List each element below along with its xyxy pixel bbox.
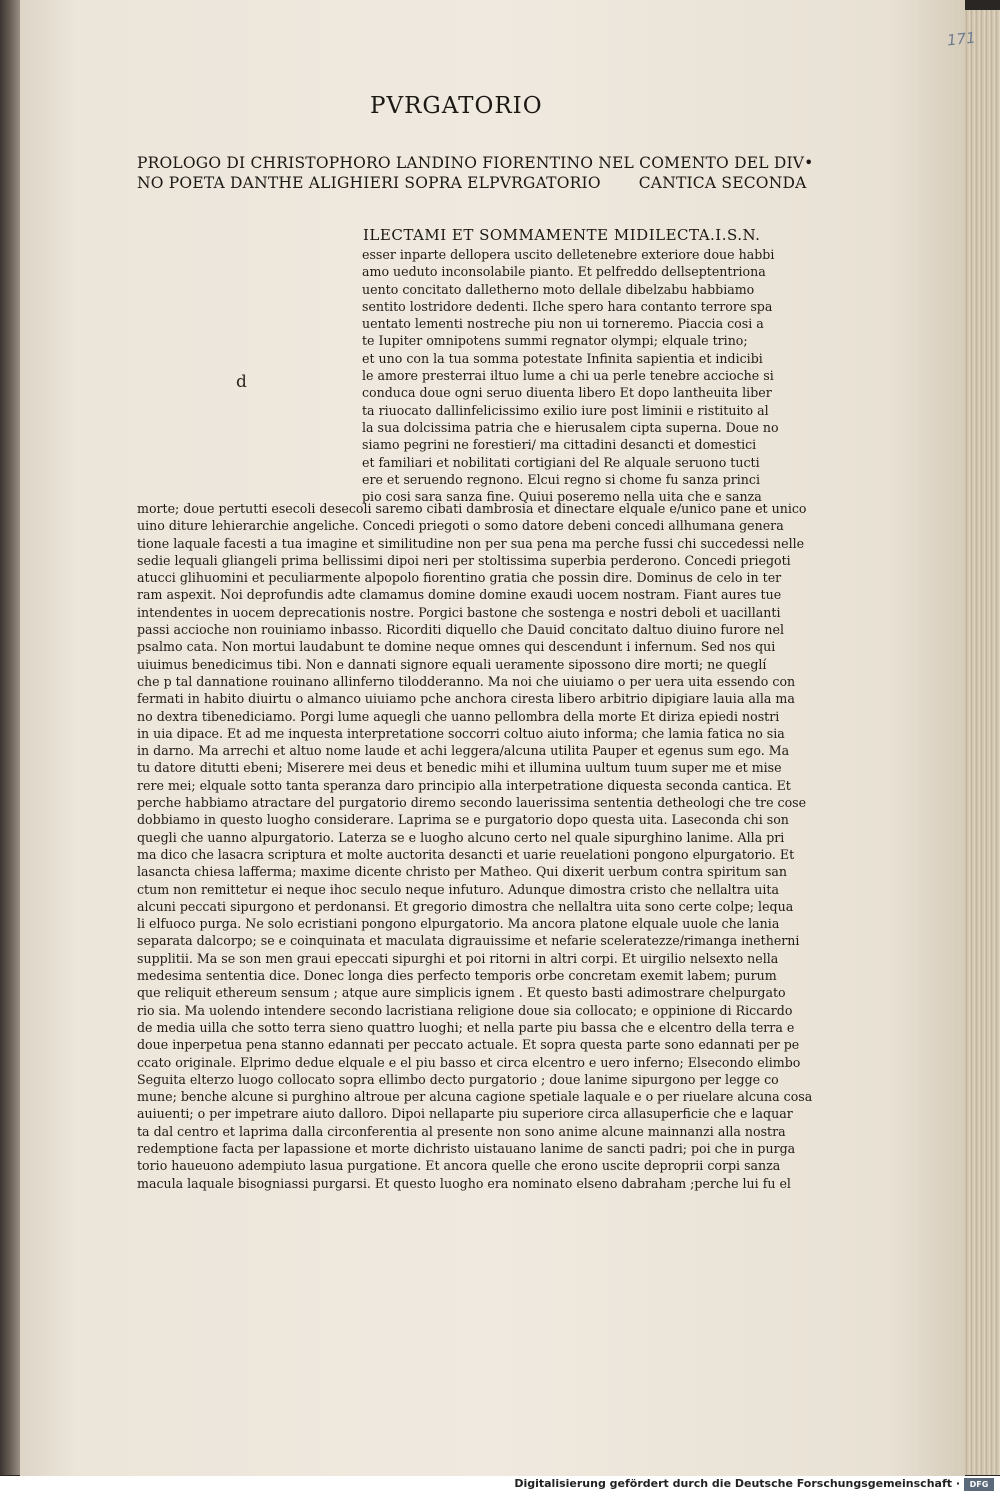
text-line: uento concitato dalletherno moto dellale dibelzabu habbiamo <box>362 281 755 297</box>
text-line: redemptione facta per lapassione et morte dichristo uistauano lanime de sancti padri; poi che in purga <box>137 1140 796 1156</box>
text-line: supplitii. Ma se son men graui epeccati sipurghi et poi ritorni in altri corpi. Et uirgilio nelsexto nella <box>137 950 779 966</box>
text-line: sentito lostridore dedenti. Ilche spero hara contanto terrore spa <box>362 298 773 314</box>
text-line: medesima sententia dice. Donec longa dies perfecto temporis orbe concretam exemit labem; purum <box>137 968 777 984</box>
title-line-2-main: NO POETA DANTHE ALIGHIERI SOPRA ELPVRGATORIO <box>137 174 601 192</box>
text-line: la sua dolcissima patria che e hierusalem cipta superna. Doue no <box>362 419 779 435</box>
text-line: esser inparte dellopera uscito delletenebre exteriore doue habbi <box>362 247 775 262</box>
text-line: atucci glihuomini et peculiarmente alpopolo fiorentino gratia che possin dire. Dominus de celo in ter <box>137 570 782 586</box>
prologue-title <box>137 153 814 193</box>
text-line: morte; doue pertutti esecoli desecoli saremo cibati dambrosia et dinectare elquale e/unico pane et unico <box>137 501 807 516</box>
text-line: macula laquale bisogniassi purgarsi. Et questo luogho era nominato elseno dabraham ;perche lui fu el <box>137 1175 791 1191</box>
text-line: uino diture lehierarchie angeliche. Concedi priegoti o somo datore debeni concedi allhumana genera <box>137 518 784 534</box>
digitization-credit: Digitalisierung gefördert durch die Deutsche Forschungsgemeinschaft · <box>514 1477 960 1490</box>
text-line: de media uilla che sotto terra sieno quattro luoghi; et nella parte piu bassa che e elcentro della terra e <box>137 1019 795 1035</box>
text-line: auiuenti; o per impetrare aiuto dalloro. Dipoi nellaparte piu superiore circa allasuperficie che e laquar <box>137 1106 793 1122</box>
text-line: fermati in habito diuirtu o almanco uiuiamo pche anchora ciresta libero arbitrio dipigiare lauia alla ma <box>137 691 795 707</box>
text-line: te Iupiter omnipotens summi regnator olympi; elquale trino; <box>362 333 748 349</box>
text-line: in uia dipace. Et ad me inquesta interpretatione soccorri coltuo aiuto informa; che lamia fatica no sia <box>137 725 785 741</box>
text-line: tu datore ditutti ebeni; Miserere mei deus et benedic mihi et illumina uultum tuum super me et mise <box>137 760 782 776</box>
text-line: pio cosi sara sanza fine. Quiui poseremo nella uita che e sanza <box>362 489 762 505</box>
folio-number: 171 <box>946 28 977 50</box>
text-line: perche habbiamo atractare del purgatorio diremo secondo lauerissima sententia detheologi che tre cose <box>137 795 807 811</box>
text-column-narrow <box>362 246 779 505</box>
title-line-2 <box>137 173 807 193</box>
text-line: doue inperpetua pena stanno edannati per peccato actuale. Et sopra questa parte sono edannati per pe <box>137 1037 800 1053</box>
text-line: que reliquit ethereum sensum ; atque aure simplicis ignem . Et questo basti adimostrare chelpurgato <box>137 985 786 1001</box>
text-line: psalmo cata. Non mortui laudabunt te domine neque omnes qui descendunt i infernum. Sed nos qui <box>137 639 776 655</box>
text-line: uiuimus benedicimus tibi. Non e dannati signore equali ueramente sipossono dire morti; ne queglí <box>137 656 767 672</box>
text-line: torio haueuono adempiuto lasua purgatione. Et ancora quelle che erono uscite deproprii corpi sanza <box>137 1158 781 1174</box>
text-line: amo ueduto inconsolabile pianto. Et pelfreddo dellseptentriona <box>362 264 766 280</box>
incipit-line: ILECTAMI ET SOMMAMENTE MIDILECTA.I.S.N. <box>363 226 761 244</box>
text-line: mune; benche alcune si purghino altroue per alcuna cagione spetiale laquale e o per riuelare alcuna cosa <box>137 1089 813 1105</box>
text-line: quegli che uanno alpurgatorio. Laterza se e luogho alcuno certo nel quale sipurghino lanime. Alla pri <box>137 829 785 845</box>
text-line: dobbiamo in questo luogho considerare. Laprima se e purgatorio dopo questa uita. Laseconda chi son <box>137 812 789 828</box>
text-line: li elfuoco purga. Ne solo ecristiani pongono elpurgatorio. Ma ancora platone elquale uuole che lania <box>137 916 780 932</box>
text-line: ram aspexit. Noi deprofundis adte clamamus domine domine exaudi uocem nostram. Fiant aures tue <box>137 587 782 603</box>
text-line: tione laquale facesti a tua imagine et similitudine non per sua pena ma perche fussi chi succedessi nelle <box>137 535 805 551</box>
text-line: et familiari et nobilitati cortigiani del Re alquale seruono tucti <box>362 454 760 470</box>
text-line: Seguita elterzo luogo collocato sopra ellimbo decto purgatorio ; doue lanime sipurgono per legge co <box>137 1071 779 1087</box>
title-cantica: CANTICA SECONDA <box>638 174 807 192</box>
text-line: ccato originale. Elprimo dedue elquale e el piu basso et circa elcentro e uero inferno; Elsecondo elimbo <box>137 1054 801 1070</box>
text-line: le amore presterrai iltuo lume a chi ua perle tenebre accioche si <box>362 368 774 384</box>
text-column-wide <box>137 500 813 1192</box>
text-line: ctum non remittetur ei neque ihoc seculo neque infuturo. Adunque dimostra cristo che nellaltra uita <box>137 881 779 897</box>
text-line: no dextra tibenediciamo. Porgi lume aquegli che uanno pellombra della morte Et diriza epiedi nostri <box>137 708 780 724</box>
text-line: et uno con la tua somma potestate Infinita sapientia et indicibi <box>362 350 763 366</box>
text-line: rere mei; elquale sotto tanta speranza daro principio alla interpetratione diquesta seconda cantica. Et <box>137 777 791 793</box>
initial-guide-letter: d <box>236 372 247 392</box>
text-line: alcuni peccati sipurgono et perdonansi. Et gregorio dimostra che nellaltra uita sono certe colpe; lequa <box>137 898 794 914</box>
text-line: siamo pegrini ne forestieri/ ma cittadini desancti et domestici <box>362 437 757 453</box>
text-line: conduca doue ogni seruo diuenta libero Et dopo lantheuita liber <box>362 385 772 401</box>
text-line: uentato lementi nostreche piu non ui torneremo. Piaccia cosi a <box>362 316 764 332</box>
text-line: che p tal dannatione rouinano allinferno tilodderanno. Ma noi che uiuiamo o per uera uita essendo con <box>137 673 796 689</box>
text-line: ta dal centro et laprima dalla circonferentia al presente non sono anime alcune mainnanzi alla nostra <box>137 1123 786 1139</box>
text-line: ere et seruendo regnono. Elcui regno si chome fu sanza princi <box>362 471 761 487</box>
text-line: rio sia. Ma uolendo intendere secondo lacristiana religione doue sia collocato; e oppinione di Riccardo <box>137 1002 793 1018</box>
text-line: passi accioche non rouiniamo inbasso. Ricorditi diquello che Dauid concitato daltuo diuino furore nel <box>137 622 784 638</box>
text-line: lasancta chiesa lafferma; maxime dicente christo per Matheo. Qui dixerit uerbum contra spiritum san <box>137 864 788 880</box>
text-line: sedie lequali gliangeli prima bellissimi dipoi neri per stoltissima superbia perderono. Concedi priegoti <box>137 552 791 568</box>
text-line: intendentes in uocem deprecationis nostre. Porgici bastone che sostenga e nostri deboli et uacillanti <box>137 604 781 620</box>
running-head: PVRGATORIO <box>370 93 543 119</box>
text-line: separata dalcorpo; se e coinquinata et maculata digrauissime et nefarie sceleratezze/rimanga inetherni <box>137 933 800 949</box>
text-line: in darno. Ma arrechi et altuo nome laude et achi leggera/alcuna utilita Pauper et egenus sum ego. Ma <box>137 743 790 759</box>
dfg-logo: DFG <box>964 1478 994 1491</box>
text-line: ma dico che lasacra scriptura et molte auctorita desancti et uarie reuelationi pongono elpurgatorio. Et <box>137 846 795 862</box>
text-line: ta riuocato dallinfelicissimo exilio iure post liminii e ristituito al <box>362 402 769 418</box>
title-line-1: PROLOGO DI CHRISTOPHORO LANDINO FIORENTINO NEL COMENTO DEL DIV• <box>137 154 814 172</box>
